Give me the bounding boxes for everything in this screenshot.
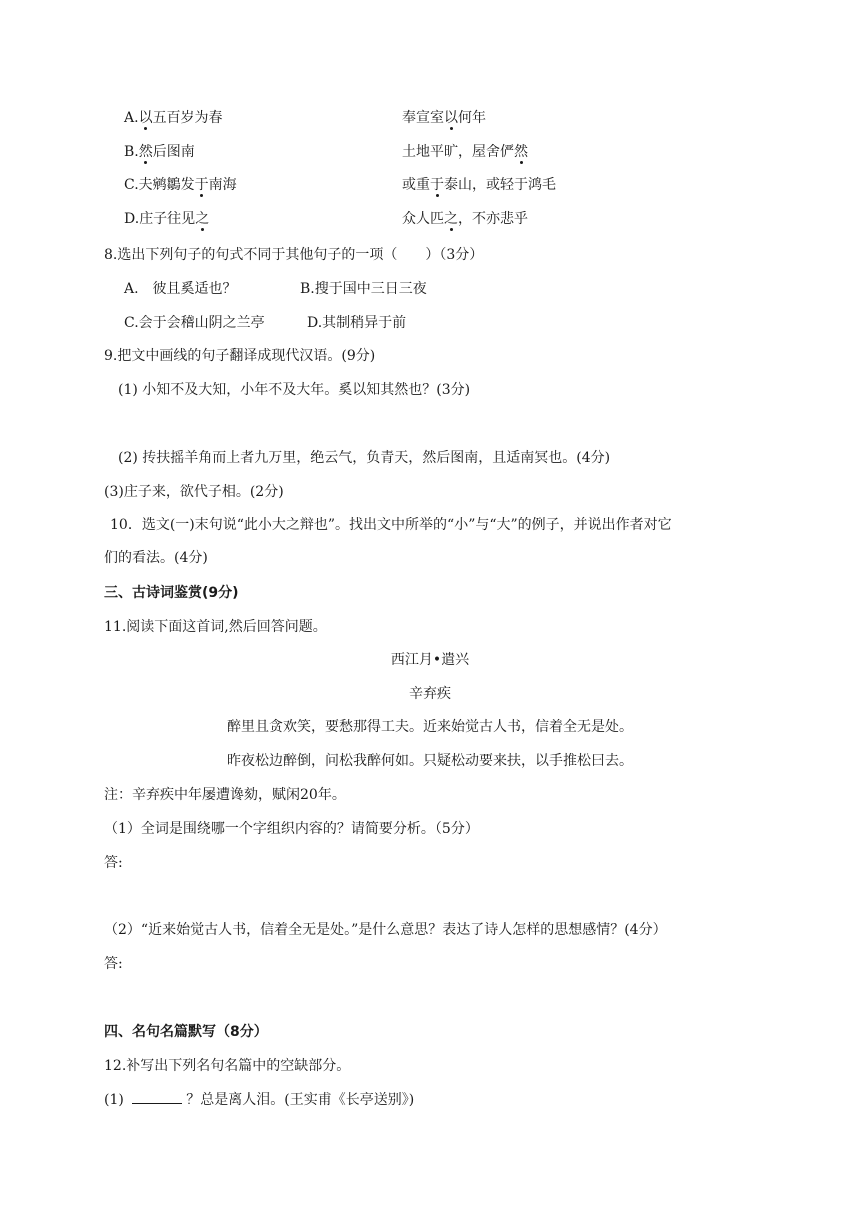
q7-option-phrase-a	[139, 110, 223, 126]
q7-option-phrase-b	[402, 209, 528, 229]
q7-option-label: A.	[124, 110, 139, 126]
q7-option-phrase-b	[402, 108, 486, 128]
emphasized-char: 以	[444, 110, 458, 126]
q10-line-1: 10．选文(一)末句说“此小大之辩也”。找出文中所举的“小”与“大”的例子，并说出作者对它	[110, 517, 672, 533]
q7-option-row	[124, 175, 724, 195]
q10-line-2: 们的看法。(4分)	[104, 550, 208, 566]
poem-line-1: 醉里且贪欢笑，要愁那得工夫。近来始觉古人书，信着全无是处。	[227, 719, 633, 735]
phrase-text: 南海	[208, 177, 237, 193]
emphasized-char: 于	[430, 177, 444, 193]
q8-prompt: 8.选出下列句子的句式不同于其他句子的一项（ ）（3分）	[104, 247, 484, 263]
emphasized-char: 之	[195, 211, 210, 227]
answer-label-1: 答:	[104, 855, 123, 871]
q7-option-phrase-a	[139, 177, 237, 193]
q9-sentence-1: (1) 小知不及大知，小年不及大年。奚以知其然也？(3分)	[118, 382, 471, 398]
q9-sentence-3: (3)庄子来，欲代子相。(2分)	[104, 484, 284, 500]
q7-option-label: C.	[124, 177, 139, 193]
phrase-text: 众人匹	[402, 211, 444, 227]
phrase-text: 土地平旷，屋舍俨	[402, 144, 514, 160]
q11-sub-2: （2）“近来始觉古人书，信着全无是处。”是什么意思？表达了诗人怎样的思想感情？(4分）	[104, 922, 667, 938]
phrase-text: 泰山，或轻于鸿毛	[444, 177, 556, 193]
phrase-text: 后图南	[152, 144, 195, 160]
q9-sentence-2: (2) 抟扶摇羊角而上者九万里，绝云气，负青天，然后图南，且适南冥也。(4分)	[118, 450, 611, 466]
poem-line-2: 昨夜松边醉倒，问松我醉何如。只疑松动要来扶，以手推松曰去。	[227, 753, 633, 769]
phrase-text: ，不亦悲乎	[458, 211, 528, 227]
emphasized-char: 以	[138, 110, 153, 126]
q7-option-label: B.	[124, 144, 139, 160]
q12-item-1	[104, 1089, 414, 1110]
phrase-text: 奉宣室	[402, 110, 444, 126]
emphasized-char: 于	[194, 177, 209, 193]
q11-intro: 11.阅读下面这首词,然后回答问题。	[104, 619, 327, 635]
answer-label-2: 答:	[104, 956, 123, 972]
q12-item-1-number: (1)	[104, 1092, 124, 1108]
q12-item-1-text: ？总是离人泪。(王实甫《长亭送别》)	[186, 1092, 415, 1108]
q7-option-phrase-a	[139, 144, 195, 160]
poem-title: 西江月•遣兴	[390, 652, 470, 668]
q8-option-c: C.会于会稽山阴之兰亭	[124, 315, 265, 331]
q7-option-phrase-b	[402, 142, 528, 162]
q7-option-row	[124, 108, 724, 128]
q12-intro: 12.补写出下列名句名篇中的空缺部分。	[104, 1058, 351, 1074]
q11-sub-1: （1）全词是围绕哪一个字组织内容的？请简要分析。（5分）	[104, 821, 479, 837]
phrase-text: 五百岁为春	[152, 110, 223, 126]
q8-option-b: B.搜于国中三日三夜	[300, 281, 427, 297]
q7-option-label: D.	[124, 211, 140, 227]
phrase-text: 或重	[402, 177, 430, 193]
q7-option-phrase-b	[402, 175, 556, 195]
phrase-text: 庄子往见	[139, 211, 196, 227]
emphasized-char: 然	[514, 144, 528, 160]
poem-author: 辛弃疾	[409, 686, 451, 702]
q8-option-a: A. 彼且奚适也？	[124, 281, 237, 297]
q8-option-d: D.其制稍异于前	[307, 315, 407, 331]
section-3-heading: 三、古诗词鉴赏(9分)	[104, 585, 239, 601]
q7-option-row	[124, 209, 724, 229]
q7-option-row	[124, 142, 724, 162]
q9-prompt: 9.把文中画线的句子翻译成现代汉语。(9分)	[104, 348, 376, 364]
phrase-text: 何年	[458, 110, 486, 126]
fill-blank	[132, 1089, 182, 1104]
poem-note: 注：辛弃疾中年屡遭谗劾，赋闲20年。	[104, 787, 346, 803]
section-4-heading: 四、名句名篇默写（8分）	[104, 1024, 268, 1040]
emphasized-char: 之	[444, 211, 458, 227]
emphasized-char: 然	[138, 144, 153, 160]
q7-option-phrase-a	[139, 211, 209, 227]
phrase-text: 夫鹓鶵发	[138, 177, 195, 193]
